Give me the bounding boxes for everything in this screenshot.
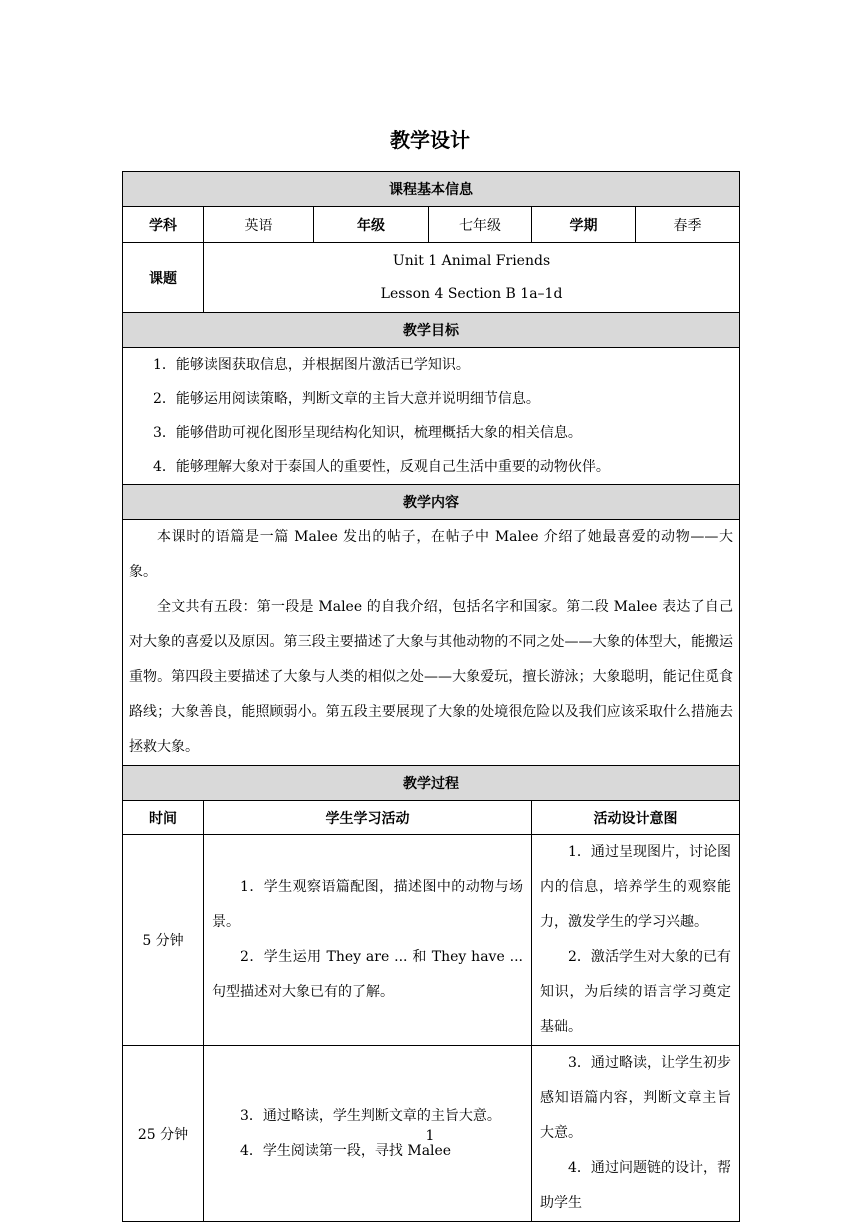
content-cell (123, 520, 740, 766)
basic-info-header: 课程基本信息 (123, 172, 740, 207)
page-number: 1 (425, 1128, 435, 1144)
lesson-plan-table (122, 171, 740, 1222)
subject-value: 英语 (204, 207, 314, 243)
topic-line-2: Lesson 4 Section B 1a–1d (380, 285, 563, 302)
document-title: 教学设计 (390, 128, 470, 152)
content-paragraph: 本课时的语篇是一篇 Malee 发出的帖子，在帖子中 Malee 介绍了她最喜爱的动物——大象。 (129, 529, 734, 580)
time-cell: 5 分钟 (123, 835, 204, 1046)
term-value: 春季 (636, 207, 740, 243)
col-activity-header: 学生学习活动 (204, 801, 532, 835)
grade-label: 年级 (314, 207, 429, 243)
term-label: 学期 (532, 207, 636, 243)
activity-cell (204, 835, 532, 1046)
subject-label: 学科 (123, 207, 204, 243)
objective-item: 1．能够读图获取信息，并根据图片激活已学知识。 (153, 357, 470, 373)
time-cell: 25 分钟 (123, 1046, 204, 1222)
grade-value: 七年级 (429, 207, 532, 243)
topic-value (204, 243, 740, 313)
topic-label: 课题 (123, 243, 204, 313)
process-header: 教学过程 (123, 766, 740, 801)
content-paragraph: 全文共有五段：第一段是 Malee 的自我介绍，包括名字和国家。第二段 Malee 表达了自己对大象的喜爱以及原因。第三段主要描述了大象与其他动物的不同之处——大象的体型大，能搬运重物。第四段主要描述了大象与人类的相似之处——大象爱玩，擅长游泳；大象聪明，能记住觅食路线；大象善良，能照顾弱小。第五段主要展现了大象的处境很危险以及我们应该采取什么措施去拯救大象。 (129, 599, 734, 755)
objective-item: 2．能够运用阅读策略，判断文章的主旨大意并说明细节信息。 (153, 391, 540, 407)
objective-item: 4．能够理解大象对于泰国人的重要性，反观自己生活中重要的动物伙伴。 (153, 459, 610, 475)
activity-paragraph: 3．通过略读，学生判断文章的主旨大意。 (240, 1107, 501, 1124)
col-intent-header: 活动设计意图 (532, 801, 740, 835)
intent-paragraph: 2．激活学生对大象的已有知识，为后续的语言学习奠定基础。 (540, 949, 732, 1035)
activity-paragraph: 1．学生观察语篇配图，描述图中的动物与场景。 (212, 879, 523, 930)
intent-cell (532, 835, 740, 1046)
objectives-cell (123, 348, 740, 485)
activity-paragraph: 4．学生阅读第一段，寻找 Malee (240, 1142, 452, 1159)
activity-paragraph: 2．学生运用 They are ... 和 They have ...句型描述对大象已有的了解。 (212, 949, 523, 1000)
intent-paragraph: 3．通过略读，让学生初步感知语篇内容，判断文章主旨大意。 (540, 1055, 732, 1141)
intent-paragraph: 4．通过问题链的设计，帮助学生 (540, 1160, 732, 1211)
objectives-header: 教学目标 (123, 313, 740, 348)
objective-item: 3．能够借助可视化图形呈现结构化知识，梳理概括大象的相关信息。 (153, 425, 582, 441)
topic-line-1: Unit 1 Animal Friends (392, 252, 551, 269)
content-header: 教学内容 (123, 485, 740, 520)
col-time-header: 时间 (123, 801, 204, 835)
intent-paragraph: 1．通过呈现图片，讨论图内的信息，培养学生的观察能力，激发学生的学习兴趣。 (540, 844, 732, 930)
